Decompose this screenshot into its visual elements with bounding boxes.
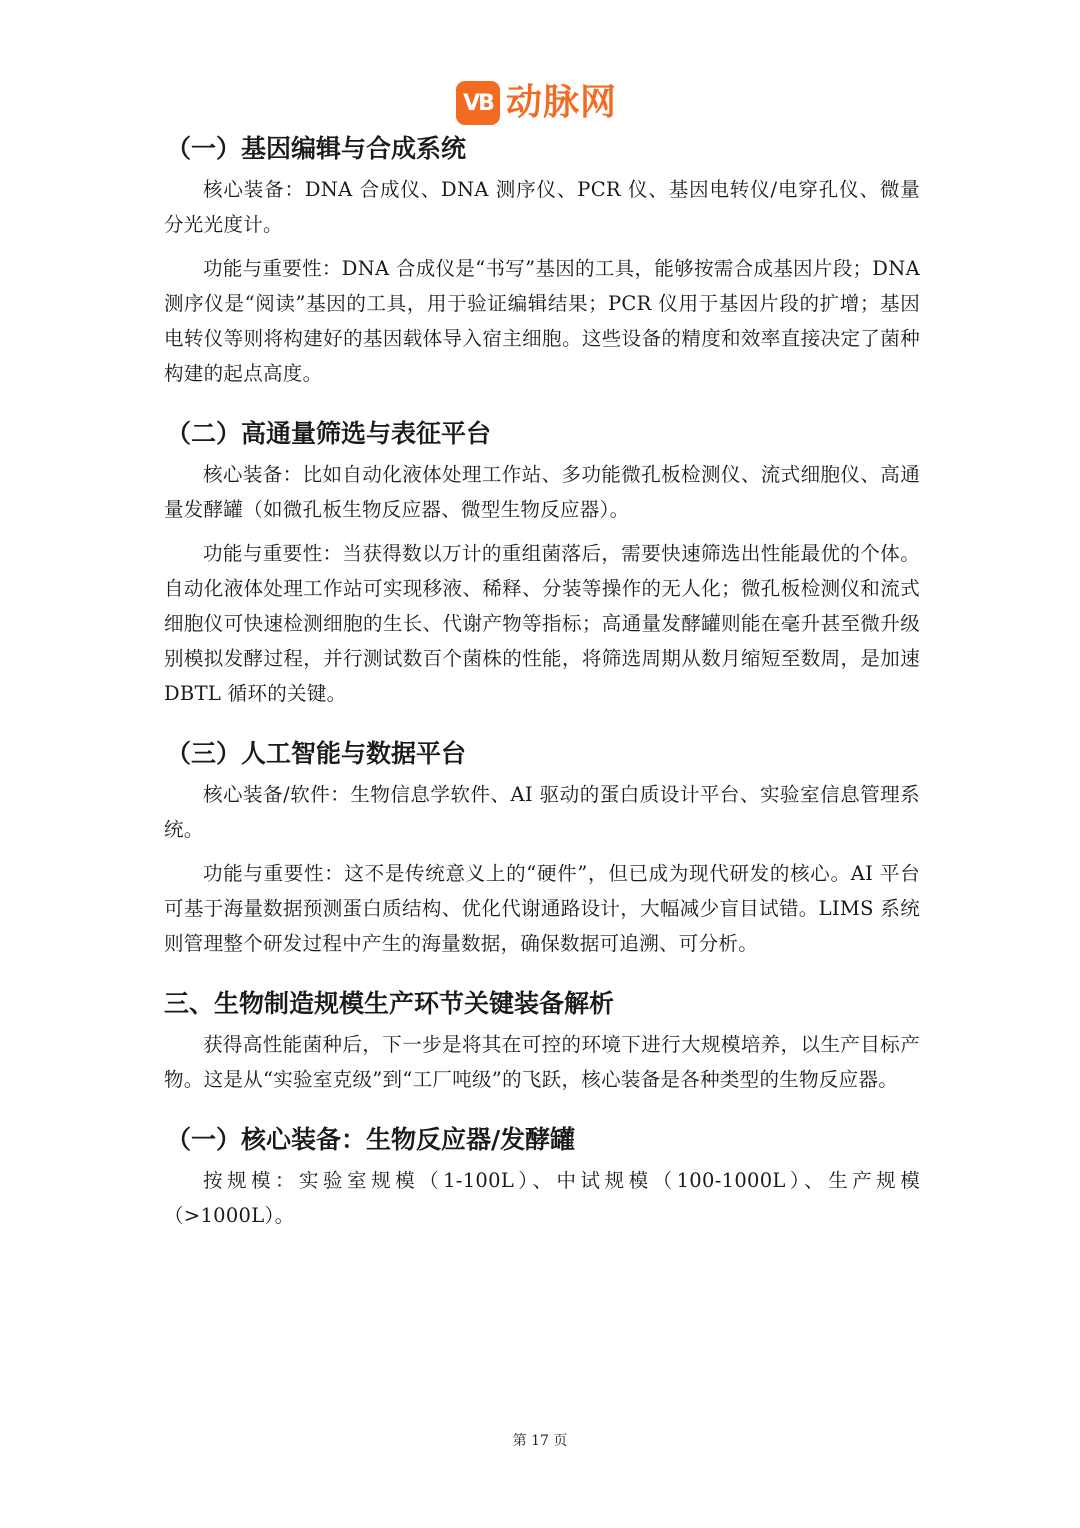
paragraph: 核心装备/软件：生物信息学软件、AI 驱动的蛋白质设计平台、实验室信息管理系统。 — [164, 783, 920, 841]
paragraph: 功能与重要性：DNA 合成仪是“书写”基因的工具，能够按需合成基因片段；DNA 测序仪是“阅读”基因的工具，用于验证编辑结果；PCR 仪用于基因片段的扩增；基因电转仪等则将构建好的基因载体导入宿主细胞。这些设备的精度和效率直接决定了菌种构建的起点高度。 — [164, 257, 920, 385]
section-heading-1: （一）基因编辑与合成系统 — [166, 134, 467, 163]
section-heading-2: （二）高通量筛选与表征平台 — [166, 419, 492, 448]
paragraph: 获得高性能菌种后，下一步是将其在可控的环境下进行大规模培养，以生产目标产物。这是从“实验室克级”到“工厂吨级”的飞跃，核心装备是各种类型的生物反应器。 — [164, 1033, 920, 1091]
logo-mark-icon: VB — [456, 81, 500, 125]
brand-logo — [456, 80, 617, 126]
paragraph: 核心装备：DNA 合成仪、DNA 测序仪、PCR 仪、基因电转仪/电穿孔仪、微量分光光度计。 — [164, 178, 920, 236]
logo-text: 动脉网 — [506, 82, 618, 123]
paragraph: 功能与重要性：这不是传统意义上的“硬件”，但已成为现代研发的核心。AI 平台可基于海量数据预测蛋白质结构、优化代谢通路设计，大幅减少盲目试错。LIMS 系统则管理整个研发过程中产生的海量数据，确保数据可追溯、可分析。 — [164, 862, 920, 955]
section-heading-4: （一）核心装备：生物反应器/发酵罐 — [166, 1125, 576, 1154]
paragraph: 按规模：实验室规模（1-100L）、中试规模（100-1000L）、生产规模（>1000L）。 — [164, 1169, 920, 1227]
paragraph: 功能与重要性：当获得数以万计的重组菌落后，需要快速筛选出性能最优的个体。自动化液体处理工作站可实现移液、稀释、分装等操作的无人化；微孔板检测仪和流式细胞仪可快速检测细胞的生长、代谢产物等指标；高通量发酵罐则能在毫升甚至微升级别模拟发酵过程，并行测试数百个菌株的性能，将筛选周期从数月缩短至数周，是加速 DBTL 循环的关键。 — [164, 542, 920, 705]
document-body — [164, 126, 920, 1233]
section-heading-3: （三）人工智能与数据平台 — [166, 739, 467, 768]
page-number: 第 17 页 — [512, 1433, 568, 1449]
paragraph: 核心装备：比如自动化液体处理工作站、多功能微孔板检测仪、流式细胞仪、高通量发酵罐（如微孔板生物反应器、微型生物反应器）。 — [164, 463, 920, 521]
chapter-heading: 三、生物制造规模生产环节关键装备解析 — [164, 989, 615, 1018]
